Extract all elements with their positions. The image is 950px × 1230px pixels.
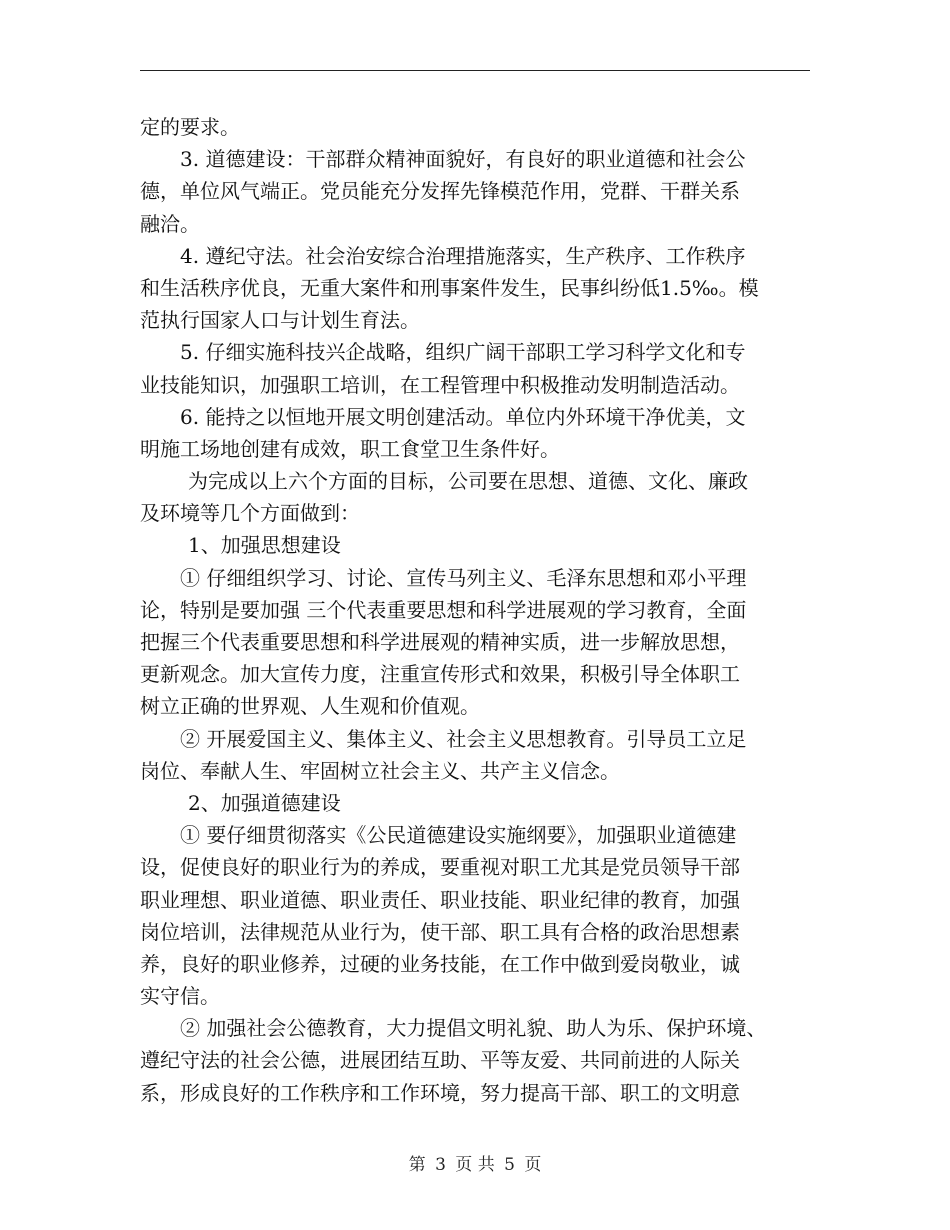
- page-footer: [0, 1153, 950, 1177]
- text-line: 把握三个代表重要思想和科学进展观的精神实质，进一步解放思想，: [140, 630, 740, 654]
- text-line: ① 要仔细贯彻落实《公民道德建设实施纲要》，加强职业道德建: [180, 823, 737, 848]
- text-line: 2、加强道德建设: [188, 790, 341, 815]
- text-line: 实守信。: [140, 984, 220, 1009]
- header-rule: [140, 70, 810, 71]
- text-line: ② 加强社会公德教育，大力提倡文明礼貌、助人为乐、保护环境、: [180, 1016, 767, 1041]
- footer-prefix: 第: [408, 1155, 426, 1175]
- document-body: [140, 111, 812, 1109]
- text-line: 职业理想、职业道德、职业责任、职业技能、职业纪律的教育，加强: [140, 887, 740, 912]
- text-line: 岗位培训，法律规范从业行为，使干部、职工具有合格的政治思想素: [140, 919, 740, 944]
- text-line: 养，良好的职业修养，过硬的业务技能，在工作中做到爱岗敬业，诚: [140, 951, 740, 976]
- text-line: 树立正确的世界观、人生观和价值观。: [140, 694, 480, 719]
- text-line: 融洽。: [140, 211, 200, 236]
- text-line: 设，促使良好的职业行为的养成，要重视对职工尤其是党员领导干部: [140, 855, 740, 880]
- text-line: 系，形成良好的工作秩序和工作环境，努力提高干部、职工的文明意: [140, 1080, 740, 1105]
- text-line: 定的要求。: [140, 115, 240, 139]
- text-line: 4. 遵纪守法。社会治安综合治理措施落实，生产秩序、工作秩序: [180, 243, 746, 268]
- text-line: 遵纪守法的社会公德，进展团结互助、平等友爱、共同前进的人际关: [140, 1048, 740, 1073]
- text-line: ② 开展爱国主义、集体主义、社会主义思想教育。引导员工立足: [180, 726, 747, 751]
- text-line: 及环境等几个方面做到：: [140, 501, 360, 526]
- text-line: 1、加强思想建设: [188, 533, 341, 558]
- text-line: 岗位、奉献人生、牢固树立社会主义、共产主义信念。: [140, 758, 620, 783]
- footer-current-page: 3: [435, 1155, 446, 1175]
- text-line: 论，特别是要加强 三个代表重要思想和科学进展观的学习教育，全面: [140, 597, 747, 622]
- text-line: 和生活秩序优良，无重大案件和刑事案件发生，民事纠纷低1.5‰。模: [140, 275, 759, 300]
- footer-suffix: 页: [524, 1155, 542, 1175]
- footer-middle: 页 共: [455, 1155, 495, 1175]
- text-line: 3. 道德建设：干部群众精神面貌好，有良好的职业道德和社会公: [180, 147, 746, 172]
- text-line: 更新观念。加大宣传力度，注重宣传形式和效果，积极引导全体职工: [140, 662, 740, 687]
- text-line: 为完成以上六个方面的目标，公司要在思想、道德、文化、廉政: [188, 469, 748, 494]
- text-line: 范执行国家人口与计划生育法。: [140, 308, 420, 333]
- text-line: 德，单位风气端正。党员能充分发挥先锋模范作用，党群、干群关系: [140, 179, 740, 204]
- footer-total-pages: 5: [504, 1155, 515, 1175]
- text-line: ① 仔细组织学习、讨论、宣传马列主义、毛泽东思想和邓小平理: [180, 565, 747, 590]
- text-line: 明施工场地创建有成效，职工食堂卫生条件好。: [140, 436, 560, 461]
- text-line: 6. 能持之以恒地开展文明创建活动。单位内外环境干净优美，文: [180, 404, 746, 429]
- text-line: 5. 仔细实施科技兴企战略，组织广阔干部职工学习科学文化和专: [180, 340, 746, 365]
- text-line: 业技能知识，加强职工培训，在工程管理中积极推动发明制造活动。: [140, 372, 740, 397]
